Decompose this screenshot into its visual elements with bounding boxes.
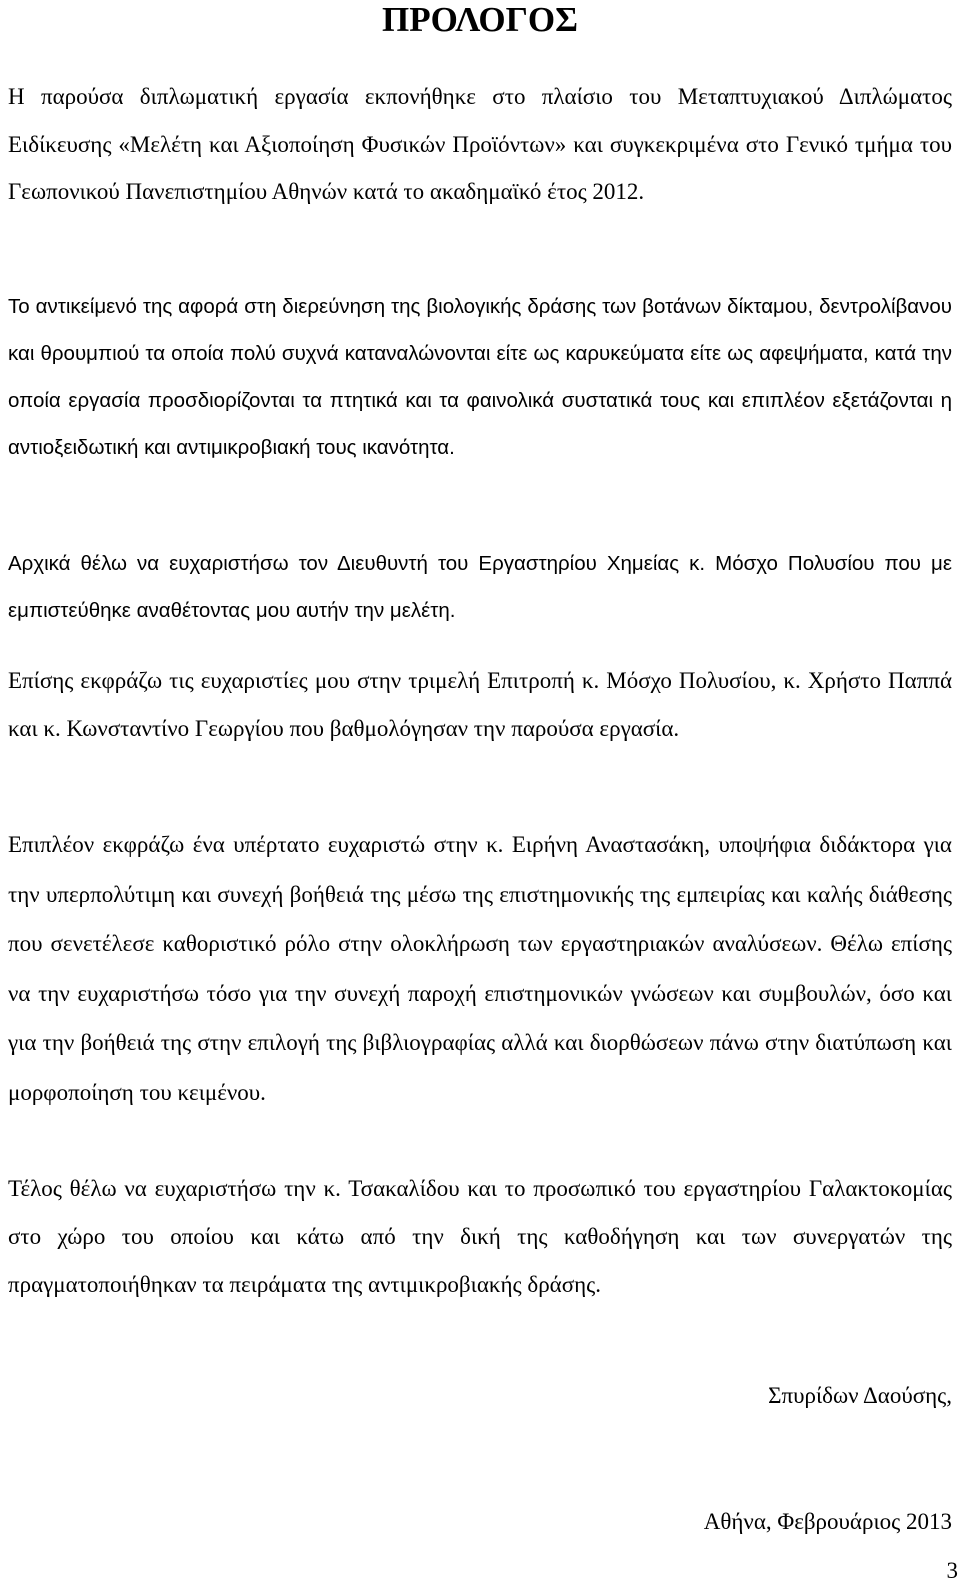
paragraph-subject: Το αντικείμενό της αφορά στη διερεύνηση της βιολογικής δράσης των βοτάνων δίκταμου, δεντρολίβανου και θρουμπιού τα οποία πολύ συχνά καταναλώνονται είτε ως καρυκεύματα είτε ως αφεψήματα, κατά την οποία εργασία προσδιορίζονται τα πτητικά και τα φαινολικά συστατικά τους και επιπλέον εξετάζονται η αντιοξειδωτική και αντιμικροβιακή τους ικανότητα. (8, 295, 952, 459)
page-title: ΠΡΟΛΟΓΟΣ (382, 0, 578, 39)
paragraph-thanks-supervisor: Επιπλέον εκφράζω ένα υπέρτατο ευχαριστώ στην κ. Ειρήνη Αναστασάκη, υποψήφια διδάκτορα για την υπερπολύτιμη και συνεχή βοήθειά της μέσω της επιστημονικής της εμπειρίας και καλής διάθεσης που σενετέλεσε καθοριστικό ρόλο στην ολοκλήρωση των εργαστηριακών αναλύσεων. Θέλω επίσης να την ευχαριστήσω τόσο για την συνεχή παροχή επιστημονικών γνώσεων και συμβουλών, όσο και για την βοήθειά της στην επιλογή της βιβλιογραφίας αλλά και διορθώσεων πάνω στην διατύπωση και μορφοποίηση του κειμένου. (8, 832, 952, 1105)
paragraph-thanks-committee: Επίσης εκφράζω τις ευχαριστίες μου στην τριμελή Επιτροπή κ. Μόσχο Πολυσίου, κ. Χρήστο Παππά και κ. Κωνσταντίνο Γεωργίου που βαθμολόγησαν την παρούσα εργασία. (8, 668, 952, 741)
paragraph-introduction: Η παρούσα διπλωματική εργασία εκπονήθηκε στο πλαίσιο του Μεταπτυχιακού Διπλώματος Ειδίκευσης «Μελέτη και Αξιοποίηση Φυσικών Προϊόντων» και συγκεκριμένα στο Γενικό τμήμα του Γεωπονικού Πανεπιστημίου Αθηνών κατά το ακαδημαϊκό έτος 2012. (8, 84, 952, 205)
author-signature: Σπυρίδων Δαούσης, (768, 1383, 952, 1408)
paragraph-thanks-laboratory: Τέλος θέλω να ευχαριστήσω την κ. Τσακαλίδου και το προσωπικό του εργαστηρίου Γαλακτοκομίας στο χώρο του οποίου και κάτω από την δική της καθοδήγηση και των συνεργατών της πραγματοποιήθηκαν τα πειράματα της αντιμικροβιακής δράσης. (8, 1176, 952, 1297)
place-date: Αθήνα, Φεβρουάριος 2013 (703, 1509, 952, 1534)
paragraph-thanks-director: Αρχικά θέλω να ευχαριστήσω τον Διευθυντή του Εργαστηρίου Χημείας κ. Μόσχο Πολυσίου που με εμπιστεύθηκε αναθέτοντας μου αυτήν την μελέτη. (8, 552, 952, 622)
page-number: 3 (946, 1558, 958, 1583)
